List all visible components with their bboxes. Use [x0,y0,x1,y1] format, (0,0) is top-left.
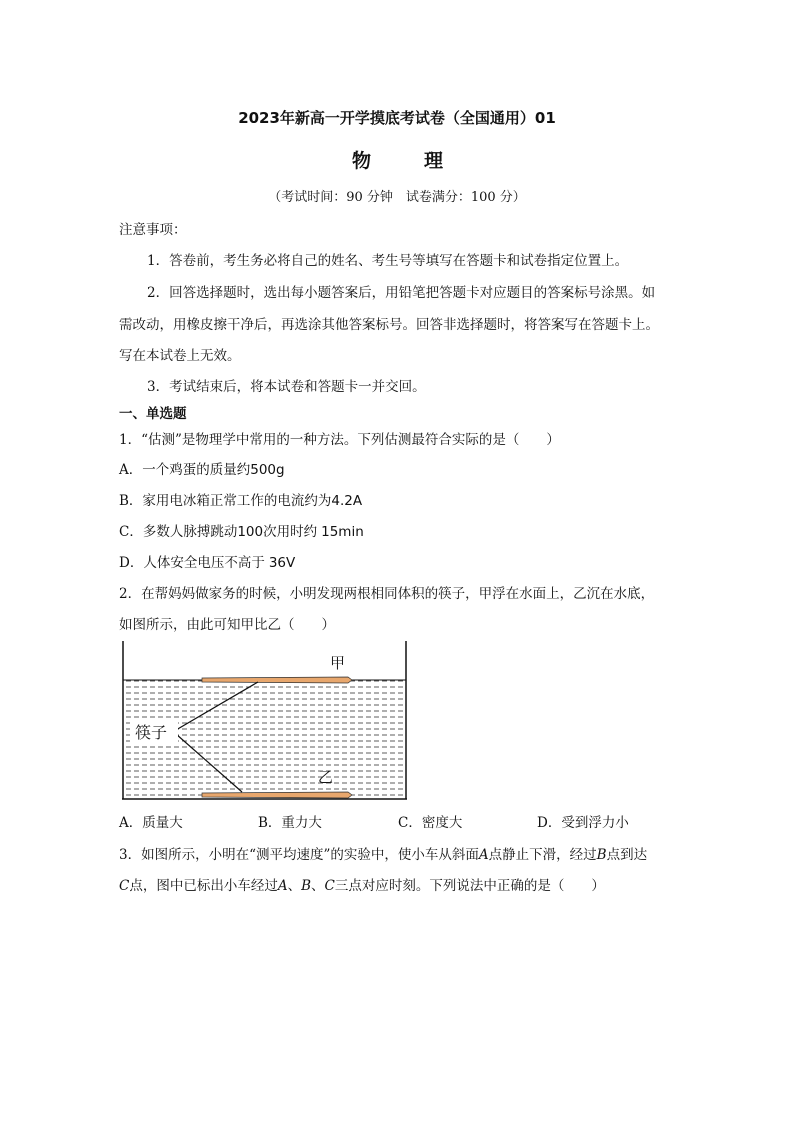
q1-option-b [119,489,362,509]
q1-option-a [119,458,285,478]
exam-info: （考试时间：90 分钟 试卷满分：100 分） [268,190,526,205]
q3-point-b-2: B [301,878,312,894]
q1-option-b-label: B．家用电冰箱正常工作的电流约为 [119,493,332,509]
q3-point-a: A [478,847,489,863]
q2-stem-line-1: 2．在帮妈妈做家务的时候，小明发现两根相同体积的筷子，甲浮在水面上，乙沉在水底， [119,586,655,602]
q3-text-2: 点静止下滑，经过 [488,847,597,863]
q1-option-c-value: 15min [321,524,364,540]
chopstick-jia [202,677,352,683]
q3-text-4: 点，图中已标出小车经过 [129,878,278,894]
chopstick-yi [202,792,352,798]
q3-point-c-2: C [324,878,335,894]
label-jia: 甲 [330,654,346,672]
q1-option-c-count: 100 [237,524,264,540]
q2-stem-line-2: 如图所示，由此可知甲比乙（ ） [119,617,335,633]
q1-option-b-value: 4.2A [331,493,363,509]
notes-item-1: 1．答卷前，考生务必将自己的姓名、考生号等填写在答题卡和试卷指定位置上。 [147,253,629,269]
q2-option-a: A．质量大 [119,815,183,831]
q1-stem: 1．“估测”是物理学中常用的一种方法。下列估测最符合实际的是（ ） [119,432,560,448]
q3-text-3: 点到达 [606,847,648,863]
notes-item-2-line-3: 写在本试卷上无效。 [119,348,241,364]
q3-separator-2: 、 [311,878,325,894]
exam-title: 2023年新高一开学摸底考试卷（全国通用）01 [238,109,556,127]
q3-point-c: C [119,878,130,894]
notes-item-2-line-2: 需改动，用橡皮擦干净后，再选涂其他答案标号。回答非选择题时，将答案写在答题卡上。 [119,317,659,333]
label-kuaizi: 筷子 [135,723,168,742]
q3-stem-line-1 [119,843,647,863]
q1-option-a-label: A．一个鸡蛋的质量约 [119,462,251,478]
q1-option-c-label-2: 次用时约 [263,524,318,540]
q3-text-1: 3．如图所示，小明在“测平均速度”的实验中，使小车从斜面 [119,847,479,863]
q1-option-c-label: C．多数人脉搏跳动 [119,524,238,540]
q3-separator-1: 、 [287,878,302,894]
q3-point-b: B [596,847,607,863]
notes-item-2-line-1: 2．回答选择题时，选出每小题答案后，用铅笔把答题卡对应题目的答案标号涂黑。如 [147,285,656,301]
q2-option-b: B．重力大 [258,815,322,831]
q1-option-c [119,520,364,540]
q2-option-c: C．密度大 [398,815,463,831]
q3-text-5: 三点对应时刻。下列说法中正确的是（ ） [334,878,605,894]
chopsticks-figure [110,636,420,806]
subject-char-1: 物 [352,150,372,172]
label-yi: 乙 [318,768,334,786]
subject-char-2: 理 [424,150,444,172]
q1-option-d-label: D．人体安全电压不高于 [119,555,265,571]
q2-option-d: D．受到浮力小 [537,815,629,831]
section-heading: 一、单选题 [119,406,187,422]
q1-option-d-value: 36V [268,555,296,571]
notes-heading: 注意事项： [119,222,187,238]
q3-point-a-2: A [277,878,288,894]
q3-stem-line-2 [119,874,605,894]
notes-item-3: 3．考试结束后，将本试卷和答题卡一并交回。 [147,379,426,395]
q1-option-d [119,551,295,571]
q1-option-a-value: 500g [250,462,285,478]
